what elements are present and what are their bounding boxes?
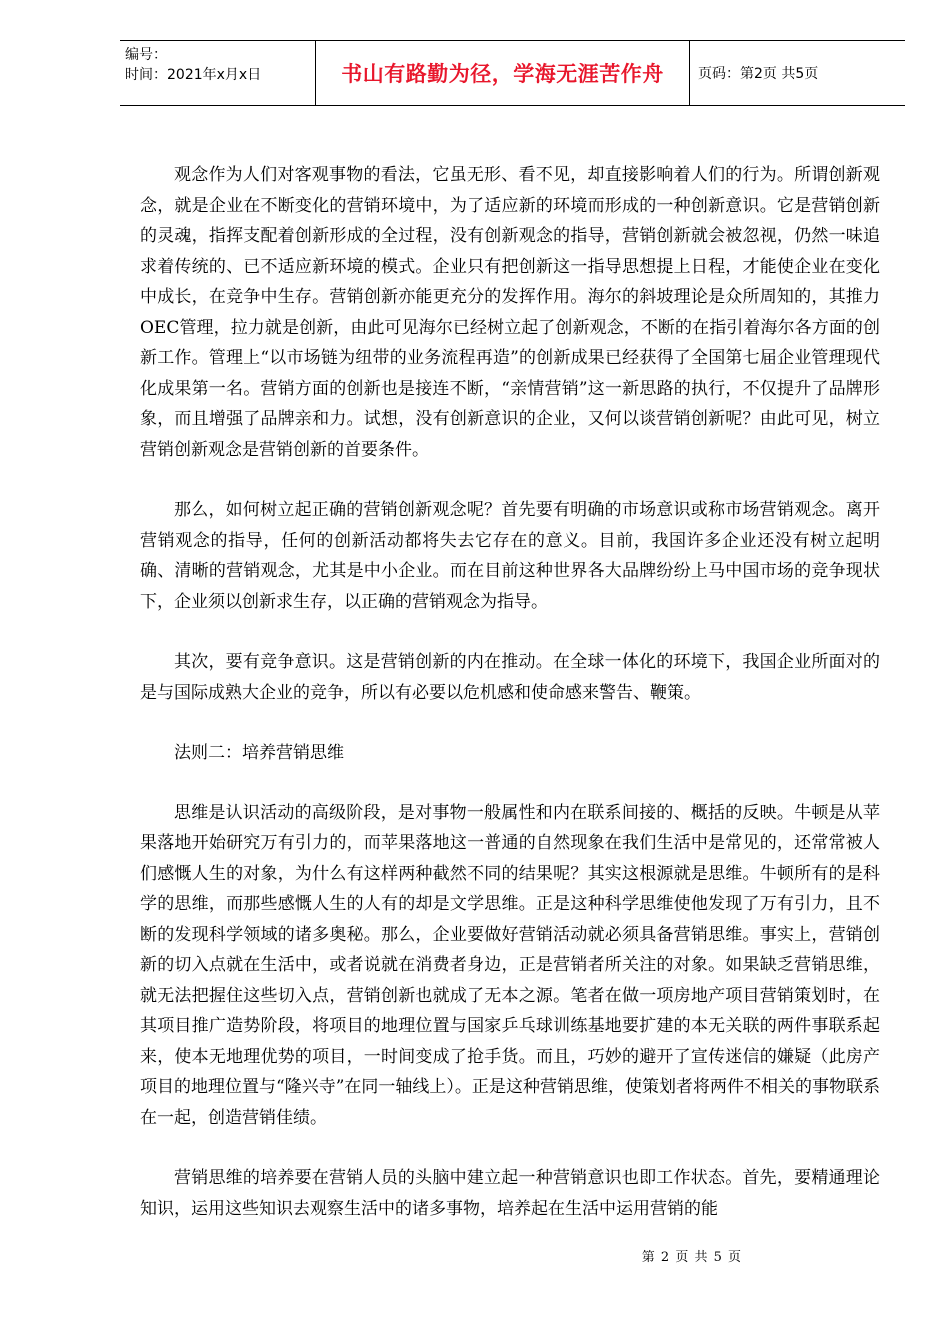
header-motto: 书山有路勤为径，学海无涯苦作舟 bbox=[315, 41, 690, 105]
page-header bbox=[120, 40, 905, 106]
document-body bbox=[140, 160, 880, 1254]
body-paragraph: 其次，要有竞争意识。这是营销创新的内在推动。在全球一体化的环境下，我国企业所面对的是与国际成熟大企业的竞争，所以有必要以危机感和使命感来警告、鞭策。 bbox=[140, 652, 880, 703]
section-heading: 法则二：培养营销思维 bbox=[174, 743, 344, 763]
body-paragraph: 那么，如何树立起正确的营销创新观念呢？首先要有明确的市场意识或称市场营销观念。离开营销观念的指导，任何的创新活动都将失去它存在的意义。目前，我国许多企业还没有树立起明确、清晰的营销观念，尤其是中小企业。而在目前这种世界各大品牌纷纷上马中国市场的竞争现状下，企业须以创新求生存，以正确的营销观念为指导。 bbox=[140, 500, 880, 612]
body-paragraph: 思维是认识活动的高级阶段，是对事物一般属性和内在联系间接的、概括的反映。牛顿是从苹果落地开始研究万有引力的，而苹果落地这一普通的自然现象在我们生活中是常见的，还常常被人们感慨人生的对象，为什么有这样两种截然不同的结果呢？其实这根源就是思维。牛顿所有的是科学的思维，而那些感慨人生的人有的却是文学思维。正是这种科学思维使他发现了万有引力，且不断的发现科学领域的诸多奥秘。那么，企业要做好营销活动就必须具备营销思维。事实上，营销创新的切入点就在生活中，或者说就在消费者身边，正是营销者所关注的对象。如果缺乏营销思维，就无法把握住这些切入点，营销创新也就成了无本之源。笔者在做一项房地产项目营销策划时，在其项目推广造势阶段，将项目的地理位置与国家乒乓球训练基地要扩建的本无关联的两件事联系起来，使本无地理优势的项目，一时间变成了抢手货。而且，巧妙的避开了宣传迷信的嫌疑（此房产项目的地理位置与“隆兴寺”在同一轴线上）。正是这种营销思维，使策划者将两件不相关的事物联系在一起，创造营销佳绩。 bbox=[140, 802, 880, 1128]
document-number-label: 编号： bbox=[125, 47, 167, 63]
body-paragraph: 观念作为人们对客观事物的看法，它虽无形、看不见，却直接影响着人们的行为。所谓创新观念，就是企业在不断变化的营销环境中，为了适应新的环境而形成的一种创新意识。它是营销创新的灵魂，指挥支配着创新形成的全过程，没有创新观念的指导，营销创新就会被忽视，仍然一味追求着传统的、已不适应新环境的模式。企业只有把创新这一指导思想提上日程，才能使企业在变化中成长，在竞争中生存。营销创新亦能更充分的发挥作用。海尔的斜坡理论是众所周知的，其推力OEC管理，拉力就是创新，由此可见海尔已经树立起了创新观念，不断的在指引着海尔各方面的创新工作。管理上“以市场链为纽带的业务流程再造”的创新成果已经获得了全国第七届企业管理现代化成果第一名。营销方面的创新也是接连不断，“亲情营销”这一新思路的执行，不仅提升了品牌形象，而且增强了品牌亲和力。试想，没有创新意识的企业，又何以谈营销创新呢？由此可见，树立营销创新观念是营销创新的首要条件。 bbox=[140, 165, 880, 460]
header-page-info: 页码：第2页 共5页 bbox=[698, 66, 819, 82]
page-footer: 第 2 页 共 5 页 bbox=[641, 1250, 742, 1265]
body-paragraph: 营销思维的培养要在营销人员的头脑中建立起一种营销意识也即工作状态。首先，要精通理论知识，运用这些知识去观察生活中的诸多事物，培养起在生活中运用营销的能 bbox=[140, 1168, 880, 1219]
header-meta bbox=[120, 41, 315, 105]
document-time-label: 时间：2021年x月x日 bbox=[125, 67, 262, 83]
